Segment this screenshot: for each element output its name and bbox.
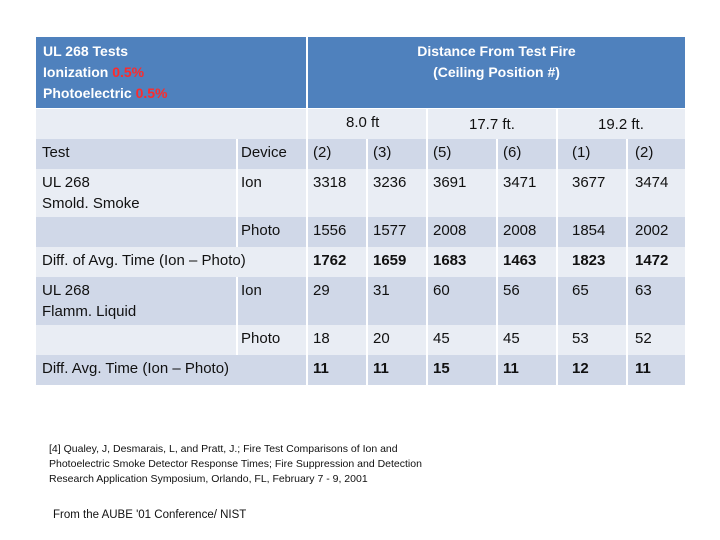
- device-label: Ion: [241, 174, 262, 191]
- device-label: Photo: [241, 222, 281, 239]
- diff-label: Diff. of Avg. Time (Ion – Photo): [42, 252, 246, 269]
- header-left-line-1: UL 268 Tests: [43, 43, 129, 59]
- value-cell: 56: [503, 282, 520, 299]
- value-cell: 1854: [572, 222, 606, 239]
- value-cell: 45: [433, 330, 450, 347]
- value-cell: 52: [635, 330, 652, 347]
- device-column-header: Device: [241, 144, 287, 161]
- photoelectric-value: 0.5%: [135, 85, 168, 101]
- diff-label: Diff. Avg. Time (Ion – Photo): [42, 360, 230, 377]
- header-left-line-2: Ionization 0.5%: [43, 64, 145, 80]
- value-cell: 2008: [433, 222, 467, 239]
- reference-line-2: Photoelectric Smoke Detector Response Times; Fire Suppression and Detection: [49, 458, 422, 470]
- ionization-value: 0.5%: [112, 64, 145, 80]
- test-name-line-2: Smold. Smoke: [42, 195, 140, 212]
- device-label: Photo: [241, 330, 281, 347]
- value-cell: 1659: [373, 252, 407, 269]
- value-cell: 53: [572, 330, 589, 347]
- position-header: (5): [433, 144, 452, 161]
- test-name-line-1: UL 268: [42, 174, 90, 191]
- value-cell: 1556: [313, 222, 347, 239]
- distance-8ft: 8.0 ft: [346, 114, 380, 131]
- value-cell: 11: [503, 360, 519, 377]
- value-cell: 3236: [373, 174, 407, 191]
- value-cell: 45: [503, 330, 520, 347]
- value-cell: 1463: [503, 252, 537, 269]
- device-label: Ion: [241, 282, 262, 299]
- value-cell: 1823: [572, 252, 606, 269]
- value-cell: 12: [572, 360, 589, 377]
- value-cell: 15: [433, 360, 450, 377]
- value-cell: 2008: [503, 222, 537, 239]
- value-cell: 29: [313, 282, 330, 299]
- source-note: From the AUBE '01 Conference/ NIST: [53, 509, 247, 521]
- test-name-line-2: Flamm. Liquid: [42, 303, 137, 320]
- test-name-line-1: UL 268: [42, 282, 90, 299]
- reference-line-3: Research Application Symposium, Orlando, FL, February 7 - 9, 2001: [49, 473, 368, 485]
- value-cell: 3318: [313, 174, 347, 191]
- reference-citation: [49, 442, 422, 487]
- position-header: (1): [572, 144, 591, 161]
- value-cell: 2002: [635, 222, 669, 239]
- value-cell: 11: [635, 360, 651, 377]
- value-cell: 1683: [433, 252, 467, 269]
- value-cell: 3677: [572, 174, 606, 191]
- value-cell: 11: [373, 360, 389, 377]
- position-header: (2): [635, 144, 654, 161]
- value-cell: 1472: [635, 252, 669, 269]
- value-cell: 63: [635, 282, 652, 299]
- value-cell: 3471: [503, 174, 537, 191]
- value-cell: 1577: [373, 222, 407, 239]
- reference-line-1: [4] Qualey, J, Desmarais, L, and Pratt, J.; Fire Test Comparisons of Ion and: [49, 443, 398, 455]
- value-cell: 1762: [313, 252, 347, 269]
- test-column-header: Test: [42, 144, 70, 161]
- position-header: (2): [313, 144, 332, 161]
- position-header: (6): [503, 144, 522, 161]
- value-cell: 60: [433, 282, 450, 299]
- value-cell: 31: [373, 282, 390, 299]
- distance-17-7ft: 17.7 ft.: [469, 116, 515, 133]
- header-right-line-1: Distance From Test Fire: [417, 43, 576, 59]
- value-cell: 20: [373, 330, 390, 347]
- header-left-line-3: Photoelectric 0.5%: [43, 85, 168, 101]
- position-header: (3): [373, 144, 392, 161]
- distance-19-2ft: 19.2 ft.: [598, 116, 644, 133]
- value-cell: 3691: [433, 174, 467, 191]
- value-cell: 3474: [635, 174, 669, 191]
- value-cell: 18: [313, 330, 330, 347]
- value-cell: 11: [313, 360, 329, 377]
- value-cell: 65: [572, 282, 589, 299]
- header-right-line-2: (Ceiling Position #): [433, 64, 560, 80]
